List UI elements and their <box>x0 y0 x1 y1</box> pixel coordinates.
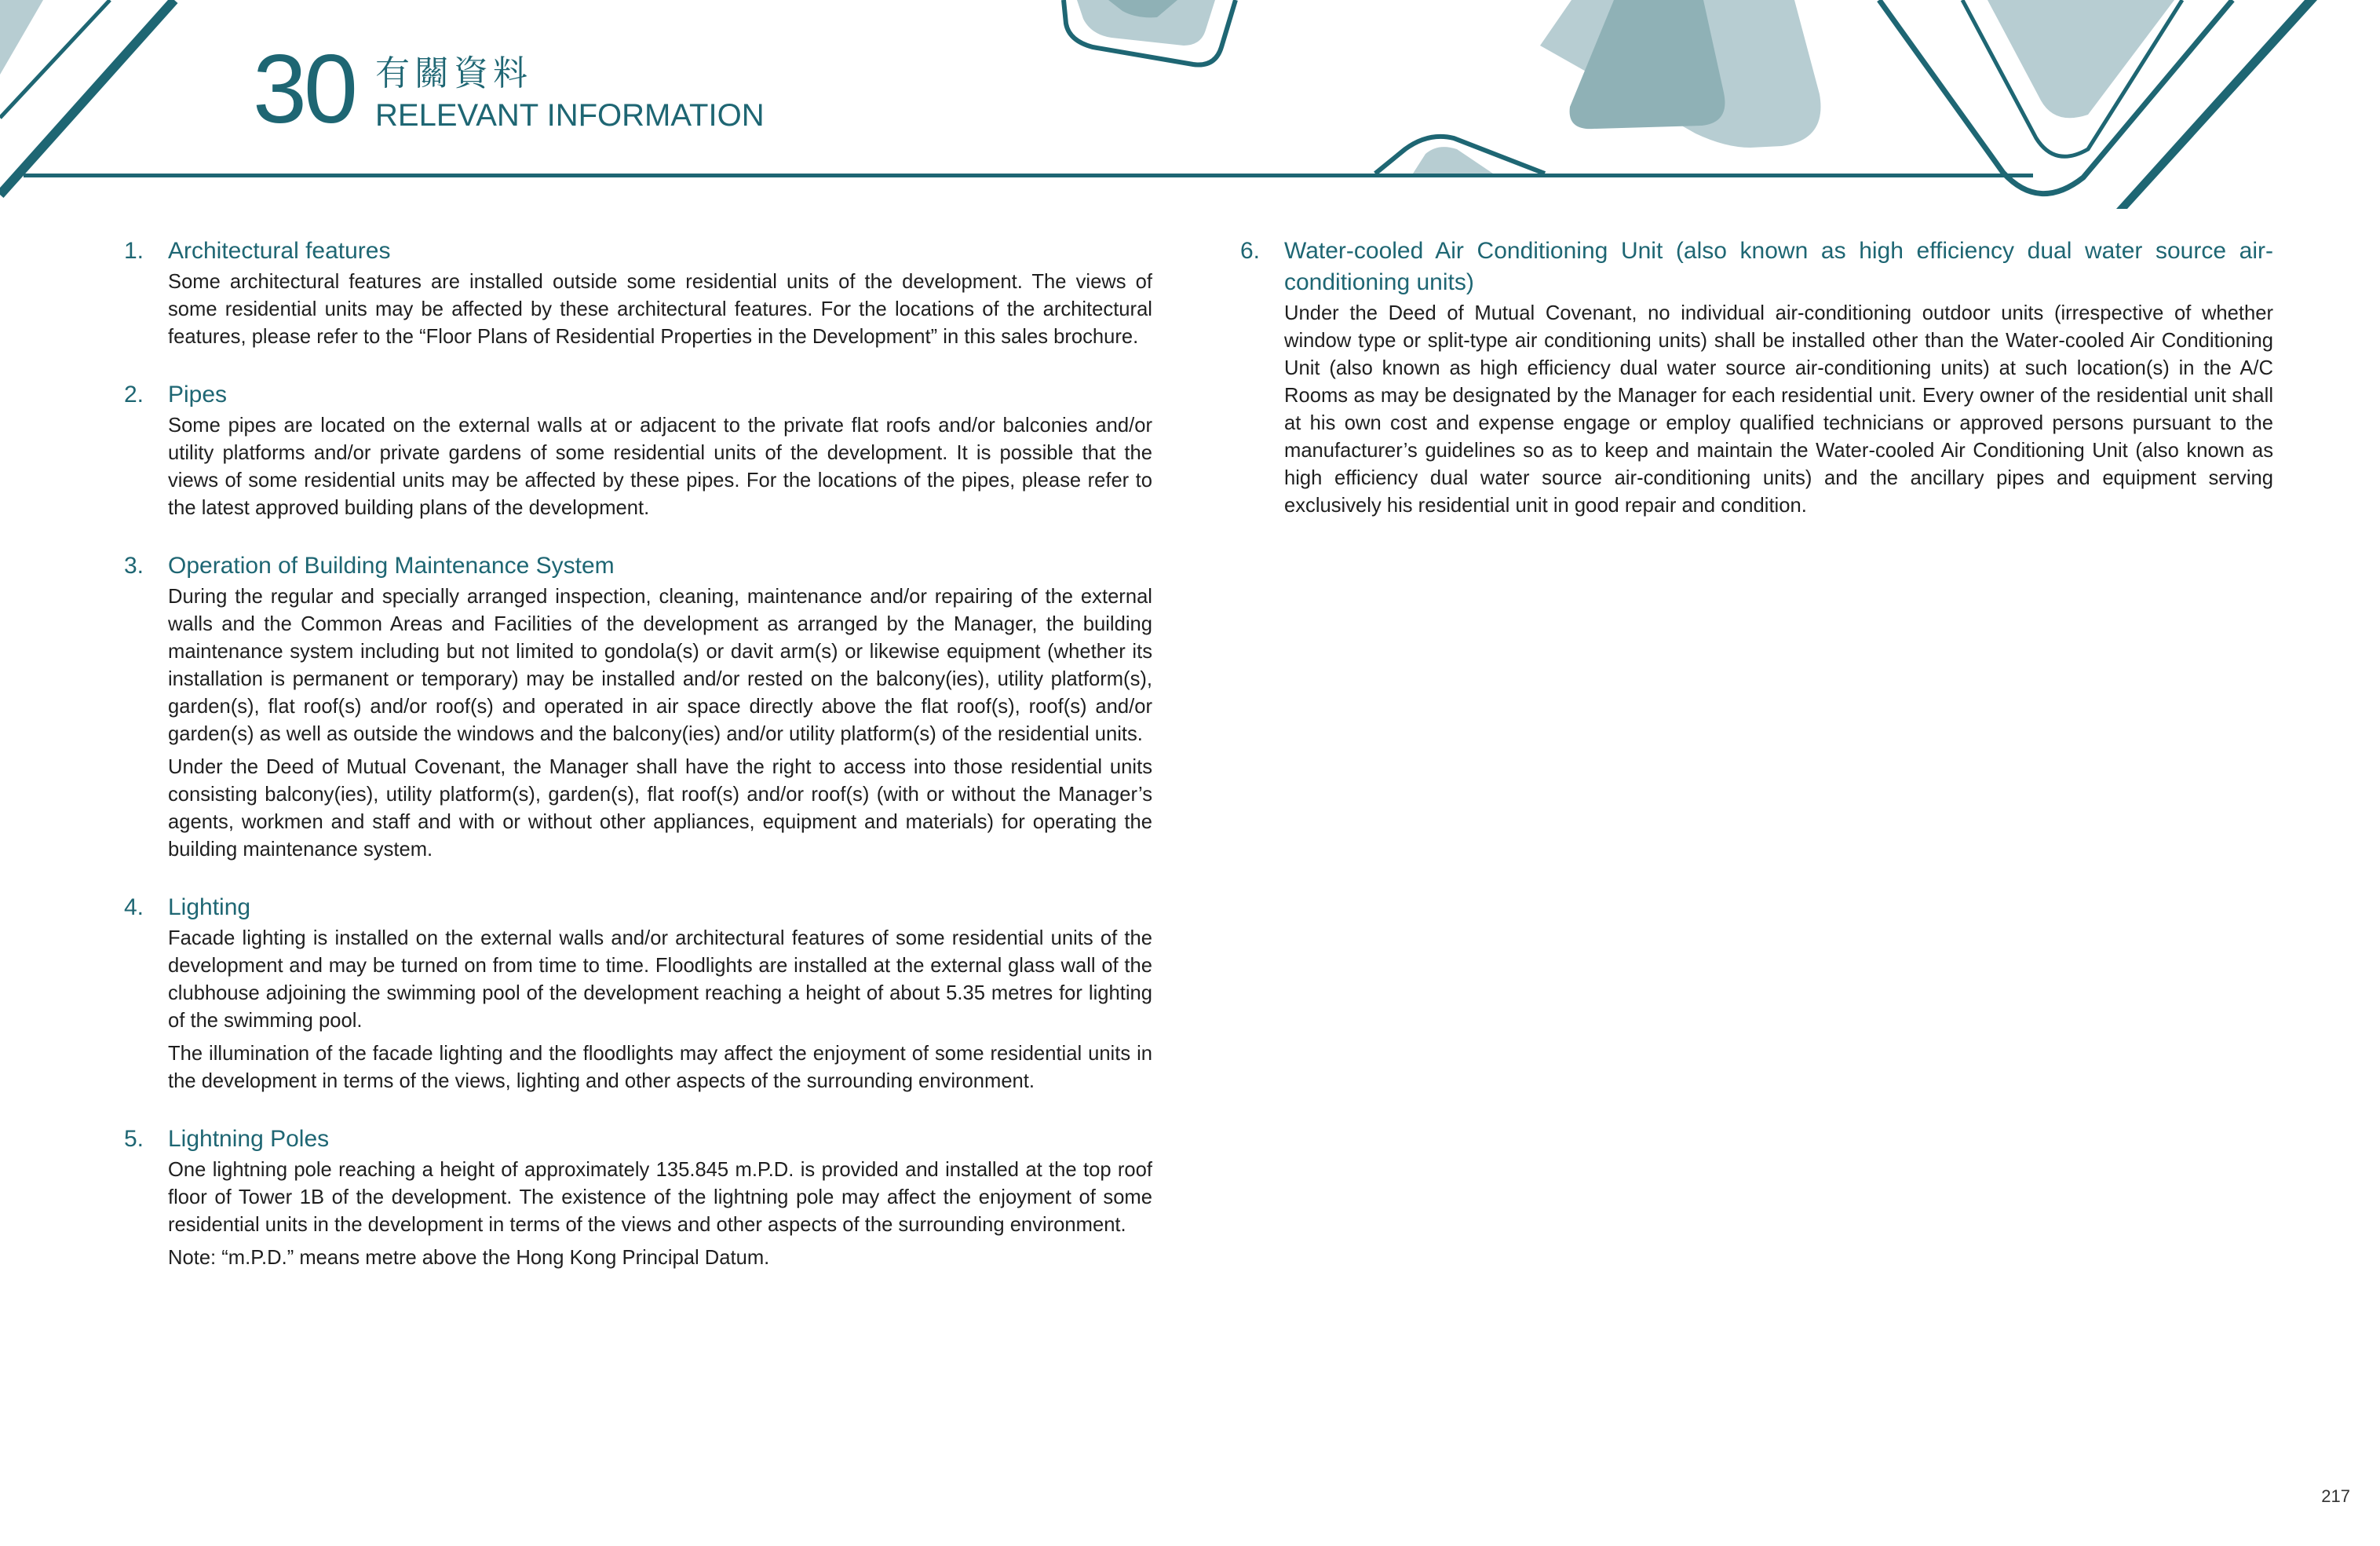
item-number: 5. <box>124 1126 144 1152</box>
item-paragraph: Under the Deed of Mutual Covenant, no individual air-conditioning outdoor units (irrespective of whether window type or split-type air conditioning units) shall be installed other than the Water-cooled Air Conditioning Unit (also known as high efficiency dual water source air-conditioning units) at such location(s) in the A/C Rooms as may be designated by the Manager for each residential unit. Every owner of the residential unit shall at his own cost and expense engage or employ qualified technicians or approved persons pursuant to the manufacturer’s guidelines so as to keep and maintain the Water-cooled Air Conditioning Unit (also known as high efficiency dual water source air-conditioning units) and the ancillary pipes and equipment serving exclusively his residential unit in good repair and condition. <box>1284 302 2273 517</box>
page-number: 217 <box>2321 1486 2350 1506</box>
section-title-english: RELEVANT INFORMATION <box>375 98 765 133</box>
item-paragraph: One lightning pole reaching a height of approximately 135.845 m.P.D. is provided and installed at the top roof floor of Tower 1B of the development. The existence of the lightning pole may affect the enjoyment of some residential units in the development in terms of the views and other aspects of the surrounding environment. <box>168 1159 1152 1236</box>
section-title-chinese: 有關資料 <box>375 53 532 93</box>
info-item-pipes <box>124 379 1152 522</box>
info-item-water-cooled-ac-unit <box>1240 236 2273 520</box>
deco-shape-topleft-fill <box>0 0 43 75</box>
item-paragraph: The illumination of the facade lighting and the floodlights may affect the enjoyment of some residential units in the development in terms of the views, lighting and other aspects of the surrounding environment. <box>168 1043 1152 1092</box>
item-title: Water-cooled Air Conditioning Unit (also known as high efficiency dual water source air-conditioning units) <box>1284 238 2273 295</box>
item-paragraph: Some architectural features are installed outside some residential units of the development. The views of some residential units may be affected by these architectural features. For the locations of the architectural features, please refer to the “Floor Plans of Residential Properties in the Development” in this sales brochure. <box>168 271 1152 348</box>
right-column <box>1240 236 2273 548</box>
section-number: 30 <box>253 35 355 144</box>
item-paragraph: During the regular and specially arranged inspection, cleaning, maintenance and/or repairing of the external walls and the Common Areas and Facilities of the development as arranged by the Manager, the building maintenance system including but not limited to gondola(s) or davit arm(s) or likewise equipment (whether its installation is permanent or temporary) may be installed and/or rested on the balcony(ies), utility platform(s), garden(s), flat roof(s) and/or roof(s) and operated in air space directly above the flat roof(s), roof(s) and/or garden(s) as well as outside the windows and the balcony(ies) and/or utility platform(s) of the residential units. <box>168 586 1152 745</box>
item-number: 1. <box>124 238 144 264</box>
item-title: Operation of Building Maintenance System <box>168 553 615 579</box>
item-number: 3. <box>124 553 144 579</box>
item-paragraph: Facade lighting is installed on the external walls and/or architectural features of some residential units of the development and may be turned on from time to time. Floodlights are installed at the external glass wall of the clubhouse adjoining the swimming pool of the development reaching a height of about 5.35 metres for lighting of the swimming pool. <box>168 927 1152 1032</box>
header-decoration <box>0 0 2380 212</box>
item-paragraph: Some pipes are located on the external walls at or adjacent to the private flat roofs and/or balconies and/or utility platforms and/or private gardens of some residential units of the development. It is possible that the views of some residential units may be affected by these pipes. For the locations of the pipes, please refer to the latest approved building plans of the development. <box>168 415 1152 519</box>
header-rule <box>24 174 2033 177</box>
item-paragraph: Under the Deed of Mutual Covenant, the Manager shall have the right to access into those residential units consisting balcony(ies), utility platform(s), garden(s), flat roof(s) and/or roof(s) (with or without the Manager’s agents, workmen and staff and with or without other appliances, equipment and materials) for operating the building maintenance system. <box>168 756 1152 861</box>
item-title: Lighting <box>168 894 251 920</box>
item-title: Lightning Poles <box>168 1126 330 1152</box>
left-column <box>124 236 1152 1300</box>
item-note: Note: “m.P.D.” means metre above the Hong Kong Principal Datum. <box>168 1247 770 1269</box>
info-item-architectural-features <box>124 236 1152 351</box>
item-title: Pipes <box>168 382 228 408</box>
item-number: 6. <box>1240 238 1261 264</box>
info-item-lighting <box>124 892 1152 1095</box>
item-number: 2. <box>124 382 144 408</box>
info-item-lightning-poles <box>124 1124 1152 1272</box>
item-number: 4. <box>124 894 144 920</box>
info-item-building-maintenance-system <box>124 550 1152 864</box>
item-title: Architectural features <box>168 238 391 264</box>
